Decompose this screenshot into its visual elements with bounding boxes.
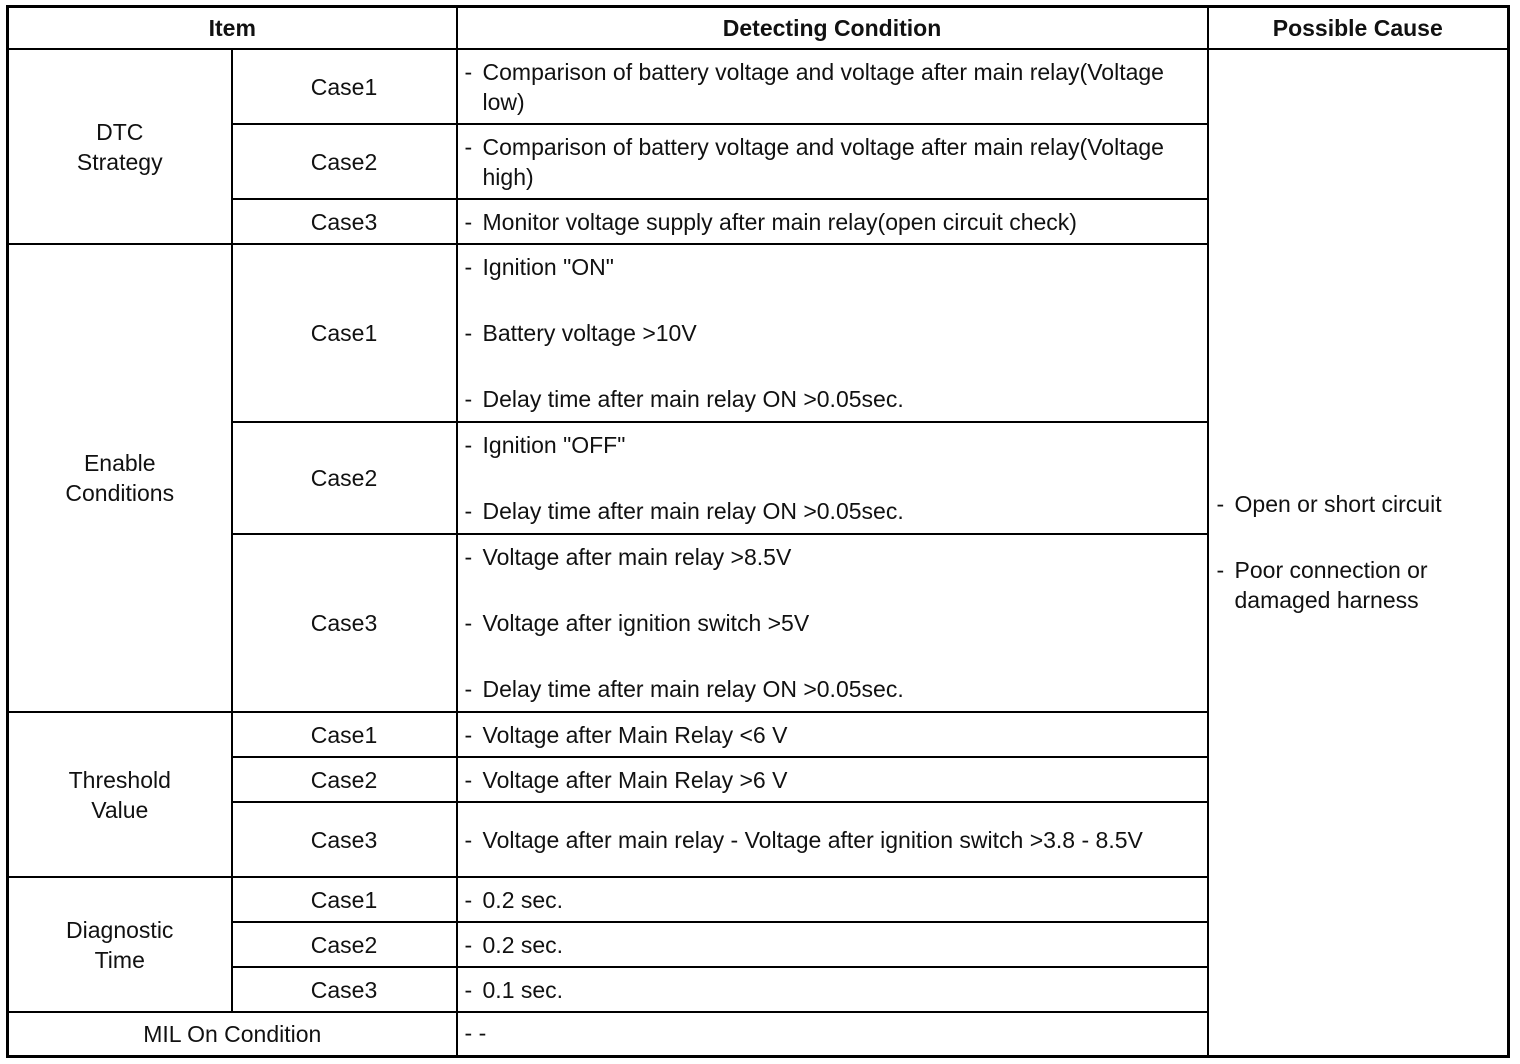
case-label: Case2 [232,124,457,199]
header-item: Item [8,7,457,50]
mil-on-condition-value [457,1012,1208,1056]
dash-marker: - [464,826,473,853]
dash-marker: - [464,498,473,524]
condition-text: Voltage after Main Relay <6 V [482,721,788,748]
condition-text: Comparison of battery voltage and voltage after main relay(Voltage low) [482,58,1164,115]
dash-marker: - [464,931,473,958]
condition-item [465,825,1201,855]
condition-item [465,885,1201,915]
cause-item [1217,555,1500,615]
condition-text: Delay time after main relay ON >0.05sec. [482,498,904,524]
group-label-line: DTC [96,118,144,145]
condition-text: 0.2 sec. [482,931,564,958]
condition-item [465,207,1201,237]
condition-item [465,252,1201,282]
cause-list [1217,489,1500,615]
dash-marker: - [464,544,473,570]
condition-cell [457,757,1208,802]
header-detecting-condition: Detecting Condition [457,7,1208,50]
dash-marker: - [464,254,473,280]
mil-value-text: - - [464,1020,487,1047]
condition-item [465,132,1201,192]
case-label: Case1 [232,877,457,922]
dash-marker: - [464,886,473,913]
cause-text: Open or short circuit [1234,491,1442,518]
dash-marker: - [464,676,473,702]
condition-text: Delay time after main relay ON >0.05sec. [482,386,904,412]
group-label-line: Threshold [68,766,171,793]
group-threshold-value [8,712,232,877]
dash-marker: - [464,133,473,160]
condition-item [465,57,1201,117]
dash-marker: - [464,386,473,412]
case-label: Case3 [232,802,457,877]
header-row [8,7,1509,50]
condition-cell [457,534,1208,712]
case-label: Case1 [232,244,457,422]
dash-marker: - [464,432,473,458]
condition-item [465,720,1201,750]
group-enable-conditions [8,244,232,712]
case-label: Case2 [232,422,457,534]
condition-text: 0.1 sec. [482,976,564,1003]
condition-text: 0.2 sec. [482,886,564,913]
condition-cell [457,244,1208,422]
case-label: Case3 [232,967,457,1012]
possible-cause-cell [1208,49,1509,1056]
condition-cell [457,422,1208,534]
condition-item [465,430,1201,460]
condition-cell [457,124,1208,199]
dash-marker: - [464,208,473,235]
dtc-table [6,5,1510,1058]
group-label-line: Diagnostic [66,916,174,943]
dash-marker: - [464,721,473,748]
condition-text: Voltage after Main Relay >6 V [482,766,788,793]
group-label-line: Enable [83,450,156,476]
condition-item [465,930,1201,960]
case-label: Case1 [232,712,457,757]
group-dtc-strategy [8,49,232,244]
condition-text: Delay time after main relay ON >0.05sec. [482,676,904,702]
condition-text: Comparison of battery voltage and voltage after main relay(Voltage high) [482,133,1164,190]
condition-item [465,542,1201,572]
group-label-line: Conditions [65,480,175,506]
condition-cell [457,49,1208,124]
cause-text: Poor connection or damaged harness [1234,557,1428,614]
condition-text: Voltage after main relay >8.5V [482,544,792,570]
dash-marker: - [464,610,473,636]
group-label-line: Time [94,946,145,973]
condition-item [465,496,1201,526]
condition-text: Ignition "ON" [482,254,614,280]
mil-on-condition-label: MIL On Condition [8,1012,457,1056]
condition-text: Voltage after ignition switch >5V [482,610,810,636]
condition-item [465,384,1201,414]
case-label: Case1 [232,49,457,124]
case-label: Case2 [232,757,457,802]
condition-item [465,608,1201,638]
group-label-line: Strategy [76,148,163,175]
case-label: Case3 [232,534,457,712]
condition-cell [457,877,1208,922]
case-label: Case2 [232,922,457,967]
group-label-line: Value [91,796,149,823]
cause-item [1217,489,1500,519]
condition-cell [457,199,1208,244]
condition-cell [457,967,1208,1012]
case-label: Case3 [232,199,457,244]
dash-marker: - [464,320,473,346]
condition-cell [457,802,1208,877]
condition-item [465,674,1201,704]
dash-marker: - [1216,557,1225,584]
group-diagnostic-time [8,877,232,1012]
dash-marker: - [464,58,473,85]
condition-item [465,975,1201,1005]
condition-item [465,318,1201,348]
condition-cell [457,712,1208,757]
condition-text: Voltage after main relay - Voltage after ignition switch >3.8 - 8.5V [482,826,1143,853]
header-possible-cause: Possible Cause [1208,7,1509,50]
condition-text: Monitor voltage supply after main relay(open circuit check) [482,208,1077,235]
table-row [8,49,1509,124]
condition-item [465,765,1201,795]
dash-marker: - [464,976,473,1003]
condition-cell [457,922,1208,967]
dash-marker: - [464,766,473,793]
condition-text: Battery voltage >10V [482,320,697,346]
condition-text: Ignition "OFF" [482,432,626,458]
dtc-table-container [6,5,1510,1058]
dash-marker: - [1216,491,1225,518]
